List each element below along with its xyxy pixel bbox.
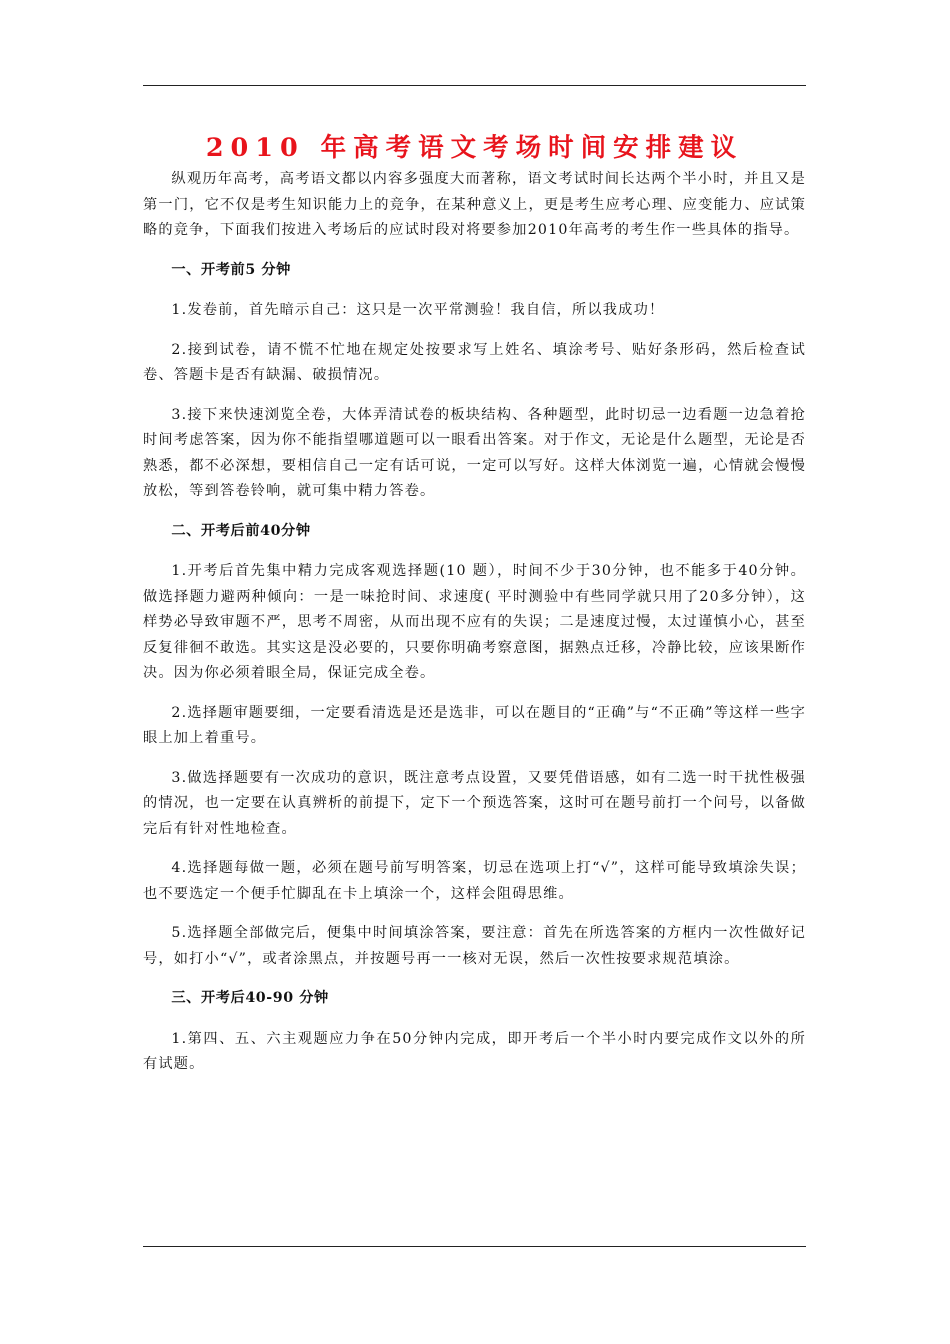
section-2-item-2: 2.选择题审题要细，一定要看清选是还是选非，可以在题目的“正确”与“不正确”等这样一些字眼上加上着重号。 [143, 704, 806, 746]
section-1-item-1: 1.发卷前，首先暗示自己：这只是一次平常测验！我自信，所以我成功！ [171, 302, 665, 318]
intro-paragraph: 纵观历年高考，高考语文都以内容多强度大而著称，语文考试时间长达两个半小时，并且又是第一门，它不仅是考生知识能力上的竞争，在某种意义上，更是考生应考心理、应变能力、应试策略的竞争，下面我们按进入考场后的应试时段对将要参加2010年高考的考生作一些具体的指导。 [143, 171, 806, 238]
section-3-item-1: 1.第四、五、六主观题应力争在50分钟内完成，即开考后一个半小时内要完成作文以外的所有试题。 [143, 1030, 806, 1072]
header-rule [143, 85, 806, 86]
section-1-item-2: 2.接到试卷，请不慌不忙地在规定处按要求写上姓名、填涂考号、贴好条形码，然后检查试卷、答题卡是否有缺漏、破损情况。 [143, 341, 806, 383]
section-heading-2: 二、开考后前40分钟 [171, 522, 311, 539]
section-heading-3: 三、开考后40-90 分钟 [171, 990, 329, 1006]
section-2-item-4: 4.选择题每做一题，必须在题号前写明答案，切忌在选项上打“√”，这样可能导致填涂失误；也不要选定一个便手忙脚乱在卡上填涂一个，这样会阻碍思维。 [143, 860, 806, 902]
section-2-item-3: 3.做选择题要有一次成功的意识，既注意考点设置，又要凭借语感，如有二选一时干扰性极强的情况，也一定要在认真辨析的前提下，定下一个预选答案，这时可在题号前打一个问号，以备做完后有针对性地检查。 [143, 769, 806, 837]
section-heading-1: 一、开考前5 分钟 [171, 261, 291, 278]
section-2-item-1: 1.开考后首先集中精力完成客观选择题(10 题），时间不少于30分钟，也不能多于40分钟。做选择题力避两种倾向：一是一味抢时间、求速度( 平时测验中有些同学就只用了20多分钟），这样势必导致审题不严，思考不周密，从而出现不应有的失误；二是速度过慢，太过谨慎小心，甚至反复徘徊不敢选。其实这是没必要的，只要你明确考察意图，据熟点迁移，冷静比较，应该果断作决。因为你必须着眼全局，保证完成全卷。 [143, 563, 806, 681]
document-title: 2010 年高考语文考场时间安排建议 [205, 133, 744, 163]
document-body [143, 167, 806, 1092]
section-2-item-5: 5.选择题全部做完后，便集中时间填涂答案，要注意：首先在所选答案的方框内一次性做好记号，如打小“√”，或者涂黑点，并按题号再一一核对无误，然后一次性按要求规范填涂。 [143, 925, 806, 967]
footer-rule [143, 1246, 806, 1247]
section-1-item-3: 3.接下来快速浏览全卷，大体弄清试卷的板块结构、各种题型，此时切忌一边看题一边急着抢时间考虑答案，因为你不能指望哪道题可以一眼看出答案。对于作文，无论是什么题型，无论是否熟悉，都不必深想，要相信自己一定有话可说，一定可以写好。这样大体浏览一遍，心情就会慢慢放松，等到答卷铃响，就可集中精力答卷。 [143, 406, 806, 499]
